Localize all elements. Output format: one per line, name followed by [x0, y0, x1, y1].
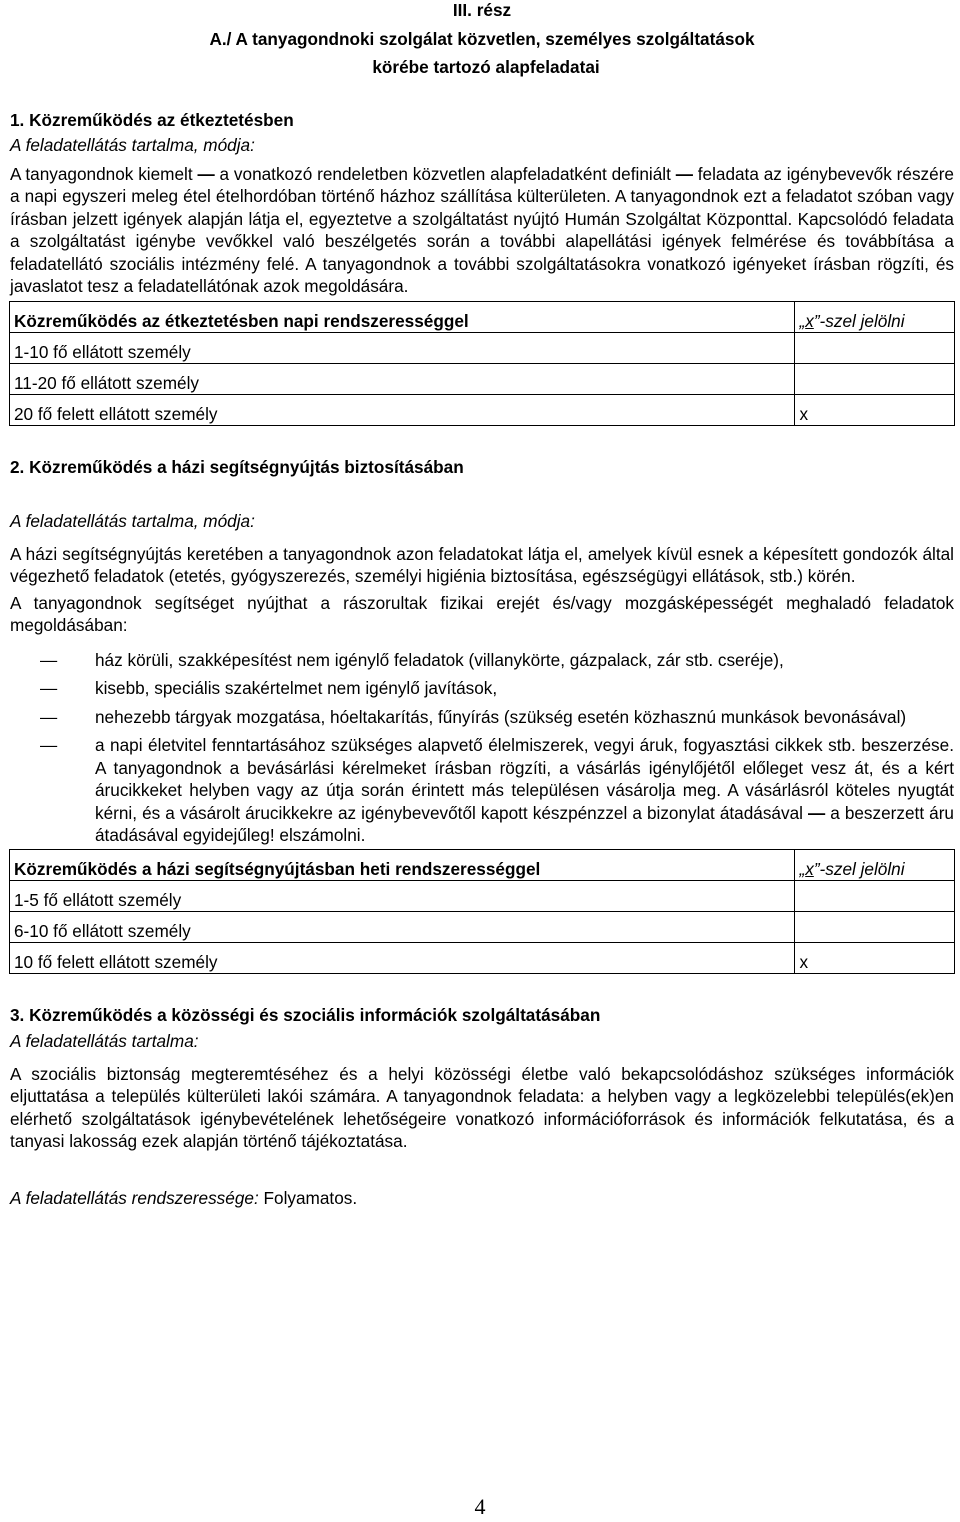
row-label: 1-5 fő ellátott személy [10, 880, 795, 911]
table-header-row [10, 849, 955, 880]
dash-bullet: — [40, 706, 58, 727]
main-title-line1: A./ A tanyagondnoki szolgálat közvetlen, személyes szolgáltatások [209, 28, 755, 49]
table-header-label: Közreműködés az étkeztetésben napi rendszerességgel [10, 301, 795, 332]
list-item: — ház körüli, szakképesítést nem igénylő feladatok (villanykörte, gázpalack, zár stb. cseréje), [40, 649, 784, 670]
row-mark [795, 332, 955, 363]
section2-subtitle: A feladatellátás tartalma, módja: [10, 511, 255, 531]
row-mark: x [795, 942, 955, 973]
section3-paragraph: A szociális biztonság megteremtéséhez és a helyi közösségi életbe való bekapcsolódáshoz szükséges információk eljuttatása a település külterületi lakói számára. A tanyagondnok feladata: a helyben vagy a legközelebbi település(ek)en elérhető szolgáltatások igénybevételének lehetőségeire vonatkozó információforrások és információk felkutatása, és a tanyasi lakosság ezek alapján történő tájékoztatása. [10, 1063, 954, 1151]
table-header-mark: „x”-szel jelölni [795, 849, 955, 880]
section1-paragraph: A tanyagondnok kiemelt — a vonatkozó rendeletben közvetlen alapfeladatként definiált — feladata az igénybevevők részére a napi egyszeri meleg étel ételhordóban történő házhoz szállítása külterületen. A tanyagondnok ezt a feladatot szóban vagy írásban jelzett igények alapján látja el, egyeztetve a szolgáltatást nyújtó Humán Szolgáltat Központtal. Kapcsolódó feladata a szolgáltatást igénybe vevőkkel való beszélgetés során a további alapellátási igények felmérése és továbbítása a feladatellátó szociális intézmény felé. A tanyagondnok a további szolgáltatásokra vonatkozó igényeket írásban rögzíti, és javaslatot tesz a feladatellátónak azok megoldására. [10, 163, 954, 296]
table-header-label: Közreműködés a házi segítségnyújtásban heti rendszerességgel [10, 849, 795, 880]
section2-paragraph2: A tanyagondnok segítséget nyújthat a rászorultak fizikai erejét és/vagy mozgásképességét meghaladó feladatok megoldásában: [10, 592, 954, 635]
row-mark [795, 880, 955, 911]
table-header-mark: „x”-szel jelölni [795, 301, 955, 332]
row-label: 1-10 fő ellátott személy [10, 332, 795, 363]
section1-title: 1. Közreműködés az étkeztetésben [10, 109, 294, 130]
table-header-row [10, 301, 955, 332]
section3-subtitle: A feladatellátás tartalma: [10, 1031, 199, 1051]
part-heading: III. rész [452, 0, 512, 20]
section1-subtitle: A feladatellátás tartalma, módja: [10, 135, 255, 155]
table-row [10, 942, 955, 973]
table-row [10, 911, 955, 942]
row-label: 11-20 fő ellátott személy [10, 363, 795, 394]
section2-task-list [10, 649, 954, 847]
list-item: — a napi életvitel fenntartásához szükséges alapvető élelmiszerek, vegyi áruk, fogyasztási cikkek stb. beszerzése. A tanyagondnok a bevásárlási kérelmeket írásban rögzíti, a vásárlás igénylőjétől előleget vesz át, és a kért árucikkeket helyben vagy az útja során érintett más településen vásárolja meg. A vásárlásról köteles nyugtát kérni, és a vásárolt árucikkekre az igénybevevőtől kapott készpénzzel a bizonylat átadásával — a beszerzett áru átadásával egyidejűleg! elszámolni. [40, 735, 954, 845]
table-row [10, 880, 955, 911]
section2-table [9, 849, 955, 974]
section3-regularity: A feladatellátás rendszeressége: Folyamatos. [10, 1187, 358, 1208]
row-mark: x [795, 394, 955, 425]
list-item: — nehezebb tárgyak mozgatása, hóeltakarítás, fűnyírás (szükség esetén közhasznú munkások bevonásával) [40, 706, 907, 727]
dash-bullet: — [40, 735, 58, 755]
row-label: 20 fő felett ellátott személy [10, 394, 795, 425]
page-number: 4 [474, 1494, 486, 1519]
table-row [10, 363, 955, 394]
list-item: — kisebb, speciális szakértelmet nem igénylő javítások, [40, 678, 498, 698]
document-page [10, 0, 954, 1209]
table-row [10, 332, 955, 363]
dash-bullet: — [40, 678, 58, 698]
section2-title: 2. Közreműködés a házi segítségnyújtás biztosításában [10, 456, 464, 477]
section3-title: 3. Közreműködés a közösségi és szociális információk szolgáltatásában [10, 1004, 601, 1025]
row-label: 10 fő felett ellátott személy [10, 942, 795, 973]
main-title-line2: körébe tartozó alapfeladatai [372, 57, 600, 77]
table-row [10, 394, 955, 425]
section1-table [9, 301, 955, 426]
section2-paragraph1: A házi segítségnyújtás keretében a tanyagondnok azon feladatokat látja el, amelyek kívül esnek a képesített gondozók által végezhető feladatok (etetés, gyógyszerezés, személyi higiénia biztosítása, egészségügyi ellátások, stb.) körén. [10, 543, 954, 586]
row-mark [795, 911, 955, 942]
dash-bullet: — [40, 649, 58, 670]
row-label: 6-10 fő ellátott személy [10, 911, 795, 942]
row-mark [795, 363, 955, 394]
